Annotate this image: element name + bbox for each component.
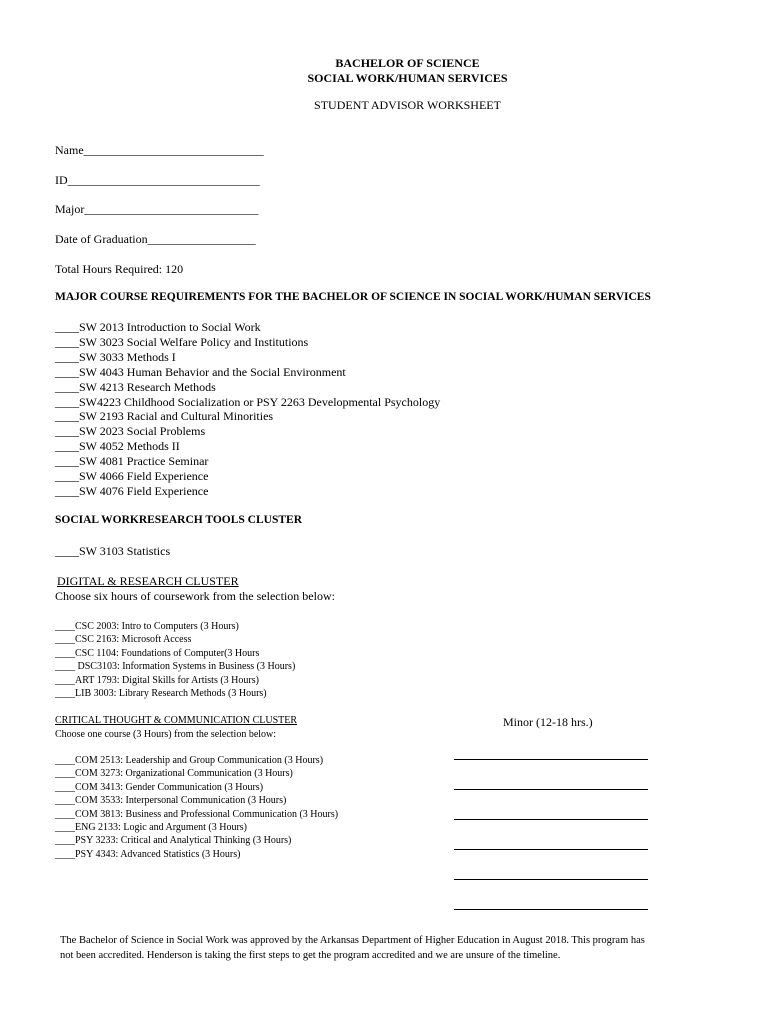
document-title-line1: BACHELOR OF SCIENCE	[335, 56, 480, 70]
list-item[interactable]: ____LIB 3003: Library Research Methods (3 Hours)	[55, 688, 267, 700]
graduation-date-field[interactable]: Date of Graduation__________________	[55, 232, 256, 246]
list-item[interactable]: ____SW 2013 Introduction to Social Work	[55, 320, 261, 334]
minor-entry-line[interactable]	[454, 819, 648, 820]
major-requirements-heading: MAJOR COURSE REQUIREMENTS FOR THE BACHELOR OF SCIENCE IN SOCIAL WORK/HUMAN SERVICES	[55, 291, 651, 303]
list-item[interactable]: ____SW 4066 Field Experience	[55, 469, 209, 484]
list-item[interactable]: ____SW 2193 Racial and Cultural Minorities	[55, 409, 274, 424]
major-field[interactable]: Major_____________________________	[55, 202, 259, 216]
id-field[interactable]: ID________________________________	[55, 173, 260, 187]
accreditation-note: The Bachelor of Science in Social Work was approved by the Arkansas Department of Higher Education in August 2018. This program has not been accredited. Henderson is taking the first steps to get the program accredited and we are unsure of the timeline.	[60, 935, 645, 961]
list-item[interactable]: ____COM 3533: Interpersonal Communication (3 Hours)	[55, 795, 287, 807]
list-item[interactable]: ____CSC 2003: Intro to Computers (3 Hours)	[55, 621, 239, 632]
digital-cluster-heading: DIGITAL & RESEARCH CLUSTER	[57, 574, 239, 588]
total-hours-text: Total Hours Required: 120	[55, 262, 184, 276]
list-item[interactable]: ____ART 1793: Digital Skills for Artists (3 Hours)	[55, 674, 259, 686]
critical-cluster-instruction: Choose one course (3 Hours) from the selection below:	[55, 729, 277, 740]
document-title-line2: SOCIAL WORK/HUMAN SERVICES	[307, 71, 508, 85]
name-field[interactable]: Name______________________________	[55, 143, 264, 157]
document-subtitle: STUDENT ADVISOR WORKSHEET	[314, 98, 501, 112]
list-item[interactable]: ____SW 3023 Social Welfare Policy and Institutions	[55, 334, 309, 349]
minor-entry-line[interactable]	[454, 759, 648, 760]
statistics-course-item[interactable]: ____SW 3103 Statistics	[55, 544, 171, 558]
major-course-list	[55, 320, 440, 499]
list-item[interactable]: ____SW 4076 Field Experience	[55, 483, 209, 498]
list-item[interactable]: ____PSY 4343: Advanced Statistics (3 Hours)	[55, 848, 241, 860]
digital-course-list	[55, 620, 295, 700]
list-item[interactable]: ____CSC 2163: Microsoft Access	[55, 634, 192, 646]
minor-entry-line[interactable]	[454, 849, 648, 850]
minor-entry-line[interactable]	[454, 879, 648, 880]
digital-cluster-instruction: Choose six hours of coursework from the selection below:	[55, 589, 335, 603]
minor-entry-line[interactable]	[454, 909, 648, 910]
list-item[interactable]: ____COM 3273: Organizational Communication (3 Hours)	[55, 768, 293, 780]
research-tools-heading: SOCIAL WORKRESEARCH TOOLS CLUSTER	[55, 514, 303, 526]
list-item[interactable]: ____COM 3813: Business and Professional Communication (3 Hours)	[55, 808, 339, 820]
list-item[interactable]: ____SW4223 Childhood Socialization or PSY 2263 Developmental Psychology	[55, 394, 441, 409]
list-item[interactable]: ____CSC 1104: Foundations of Computer(3 Hours	[55, 647, 260, 659]
list-item[interactable]: ____SW 3033 Methods I	[55, 349, 176, 364]
critical-course-list	[55, 754, 338, 861]
list-item[interactable]: ____COM 3413: Gender Communication (3 Hours)	[55, 781, 264, 793]
list-item[interactable]: ____SW 4043 Human Behavior and the Social Environment	[55, 364, 346, 379]
list-item[interactable]: ____COM 2513: Leadership and Group Communication (3 Hours)	[55, 755, 324, 766]
list-item[interactable]: ____ENG 2133: Logic and Argument (3 Hours)	[55, 822, 248, 834]
list-item[interactable]: ____SW 4081 Practice Seminar	[55, 454, 209, 469]
list-item[interactable]: ____SW 4052 Methods II	[55, 439, 180, 454]
minor-entry-line[interactable]	[454, 789, 648, 790]
list-item[interactable]: ____SW 4213 Research Methods	[55, 379, 216, 394]
list-item[interactable]: ____SW 2023 Social Problems	[55, 424, 206, 439]
list-item[interactable]: ____PSY 3233: Critical and Analytical Thinking (3 Hours)	[55, 835, 292, 847]
list-item[interactable]: ____ DSC3103: Information Systems in Business (3 Hours)	[55, 661, 296, 673]
critical-cluster-heading: CRITICAL THOUGHT & COMMUNICATION CLUSTER	[55, 715, 298, 726]
minor-label: Minor (12-18 hrs.)	[503, 715, 593, 729]
